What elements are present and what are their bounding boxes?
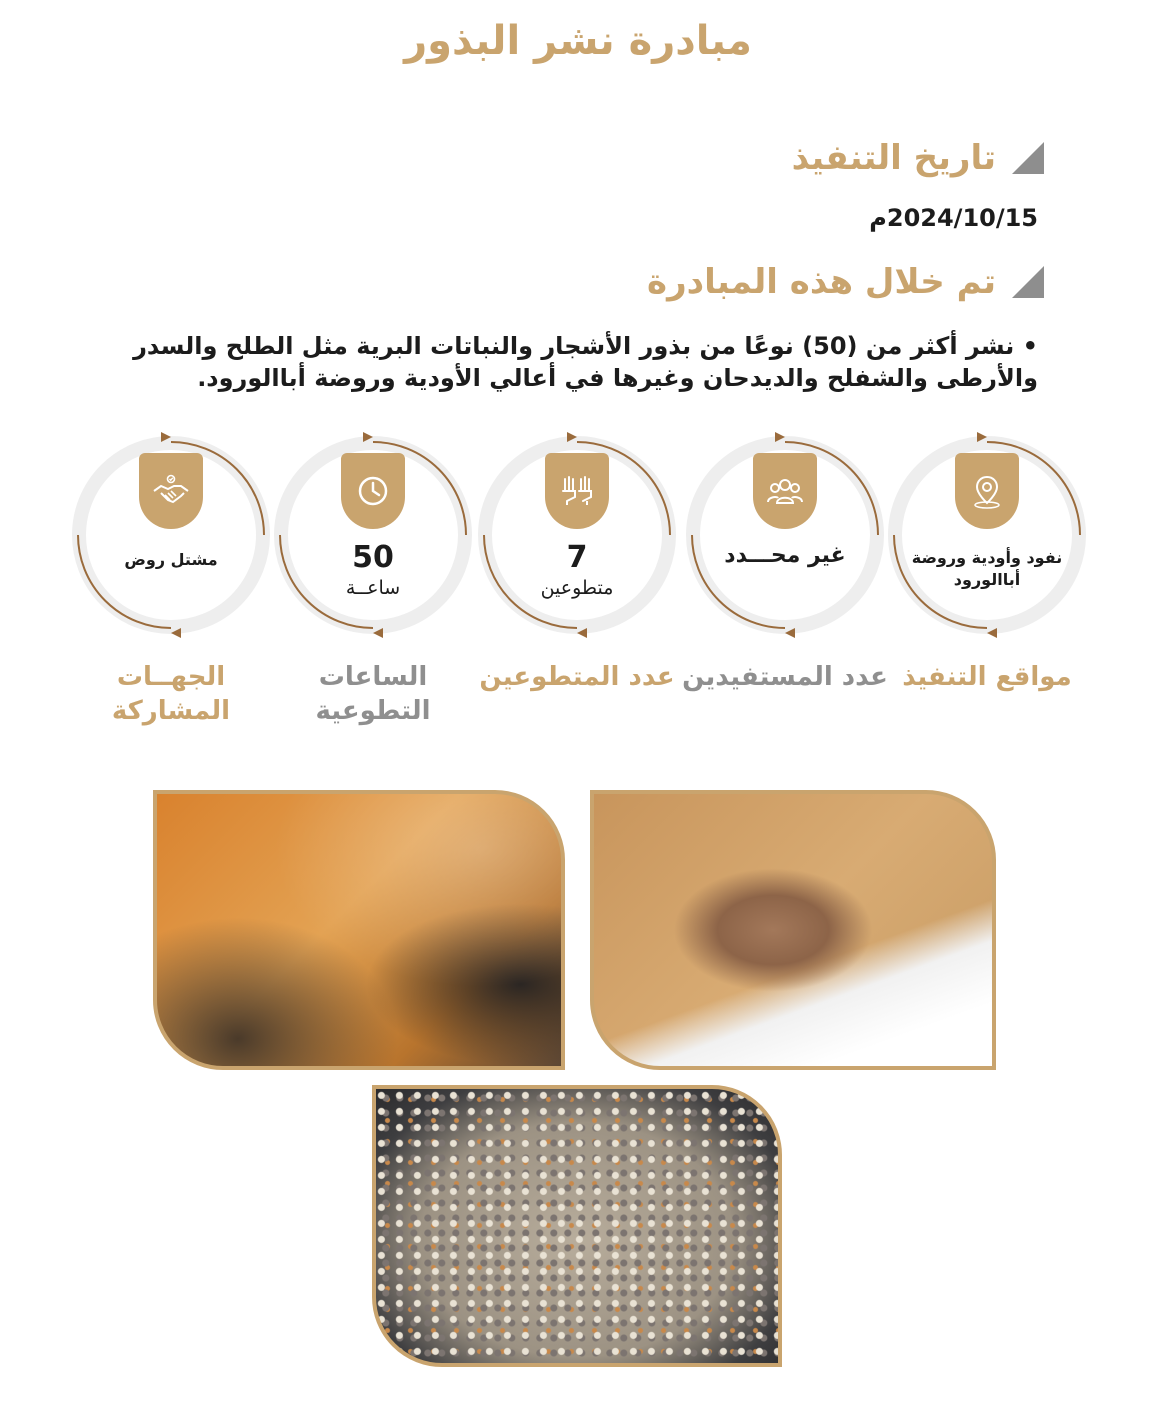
triangle-marker-icon bbox=[1012, 266, 1044, 298]
stat-volunteers bbox=[470, 425, 684, 645]
raised-hands-icon bbox=[545, 453, 609, 529]
stat-value: غير محـــدد bbox=[724, 543, 846, 568]
execution-date-value: 2024/10/15م bbox=[869, 204, 1038, 232]
people-group-icon bbox=[753, 453, 817, 529]
stat-unit: متطوعين bbox=[540, 577, 614, 599]
stat-value bbox=[286, 541, 460, 599]
execution-date-heading-text: تاريخ التنفيذ bbox=[791, 138, 996, 178]
stat-value: مشتل روض bbox=[124, 550, 218, 569]
stat-value bbox=[490, 541, 664, 599]
stat-number: 7 bbox=[566, 540, 588, 575]
initiative-bullet-text: • نشر أكثر من (50) نوعًا من بذور الأشجار والنباتات البرية مثل الطلح والسدر والأرطى والشفلح والديدحان وغيرها في أعالي الأودية وروضة أباالورود. bbox=[133, 332, 1038, 392]
stat-label-volunteers: عدد المتطوعين bbox=[479, 662, 675, 692]
stat-beneficiaries bbox=[678, 425, 892, 645]
clock-icon bbox=[341, 453, 405, 529]
stat-unit: ساعــة bbox=[345, 577, 401, 599]
photo-soil-with-trowel bbox=[153, 790, 565, 1070]
stat-volunteer-hours bbox=[266, 425, 480, 645]
during-initiative-heading bbox=[647, 262, 1044, 302]
stat-label-locations: مواقع التنفيذ bbox=[902, 662, 1072, 692]
execution-date-heading bbox=[792, 138, 1044, 178]
photo-bucket-of-seeds bbox=[372, 1085, 782, 1367]
stat-number: 50 bbox=[352, 540, 394, 575]
location-pin-icon bbox=[955, 453, 1019, 529]
stat-participating-parties bbox=[64, 425, 278, 645]
during-initiative-heading-text: تم خلال هذه المبادرة bbox=[647, 262, 996, 302]
page-title: مبادرة نشر البذور bbox=[404, 18, 752, 64]
stat-execution-locations bbox=[880, 425, 1094, 645]
triangle-marker-icon bbox=[1012, 142, 1044, 174]
stat-label-partners: الجهــات المشاركة bbox=[111, 662, 231, 726]
stat-label-beneficiaries: عدد المستفيدين bbox=[682, 662, 888, 692]
handshake-icon bbox=[139, 453, 203, 529]
photo-hand-holding-seeds bbox=[590, 790, 996, 1070]
stat-value: نفود وأودية وروضة أباالورود bbox=[911, 548, 1063, 589]
stat-label-hours: الساعات التطوعية bbox=[315, 662, 431, 726]
